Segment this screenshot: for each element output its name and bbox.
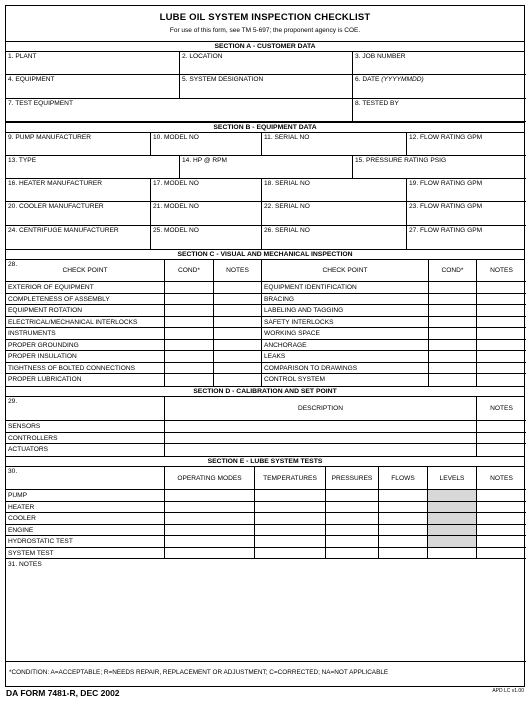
calibration-item: CONTROLLERS: [6, 433, 165, 445]
operating-modes-cell[interactable]: [165, 502, 255, 514]
type-label: 13. TYPE: [8, 157, 37, 164]
tests-notes-cell[interactable]: [477, 548, 526, 560]
date-field[interactable]: [353, 75, 526, 99]
item-29-number: 29.: [8, 398, 18, 405]
test-equipment-label: 7. TEST EQUIPMENT: [8, 100, 73, 107]
calibration-item: ACTUATORS: [6, 444, 165, 456]
section-e-header: SECTION E - LUBE SYSTEM TESTS: [6, 456, 524, 467]
tests-notes-header: NOTES: [477, 467, 526, 490]
date-format-hint: (YYYYMMDD): [381, 76, 424, 83]
cond-right-cell[interactable]: [429, 294, 477, 306]
checkpoint-left-item: TIGHTNESS OF BOLTED CONNECTIONS: [6, 363, 165, 375]
notes-right-cell[interactable]: [477, 340, 526, 352]
flow-rating-12-field[interactable]: [407, 133, 526, 156]
location-field[interactable]: [180, 52, 353, 75]
form-page: [5, 5, 525, 687]
heater-manufacturer-field[interactable]: [6, 179, 151, 202]
flow-rating-19-field[interactable]: [407, 179, 526, 202]
pressures-cell[interactable]: [326, 525, 379, 537]
checkpoint-right-item: COMPARISON TO DRAWINGS: [262, 363, 429, 375]
levels-cell[interactable]: [428, 525, 477, 537]
temperatures-cell[interactable]: [255, 502, 326, 514]
serial-no-18-field[interactable]: [262, 179, 407, 202]
checkpoint-left-item: EQUIPMENT ROTATION: [6, 305, 165, 317]
tests-number-cell: [6, 467, 165, 490]
serial-no-18-label: 18. SERIAL NO: [264, 180, 310, 187]
serial-no-11-label: 11. SERIAL NO: [264, 134, 310, 141]
checkpoint-left-item: COMPLETENESS OF ASSEMBLY: [6, 294, 165, 306]
cond-right-cell[interactable]: [429, 317, 477, 329]
form-title: LUBE OIL SYSTEM INSPECTION CHECKLIST: [159, 12, 371, 23]
checkpoint-left-item: ELECTRICAL/MECHANICAL INTERLOCKS: [6, 317, 165, 329]
flow-rating-23-field[interactable]: [407, 202, 526, 226]
heater-manufacturer-label: 16. HEATER MANUFACTURER: [8, 180, 103, 187]
levels-cell[interactable]: [428, 490, 477, 502]
cond-left-cell[interactable]: [165, 363, 214, 375]
notes-right-cell[interactable]: [477, 317, 526, 329]
job-number-field[interactable]: [353, 52, 526, 75]
test-item: COOLER: [6, 513, 165, 525]
notes-right-cell[interactable]: [477, 305, 526, 317]
job-number-label: 3. JOB NUMBER: [355, 53, 406, 60]
model-no-10-label: 10. MODEL NO: [153, 134, 199, 141]
cond-left-cell[interactable]: [165, 294, 214, 306]
form-subtitle: For use of this form, see TM 5-697; the proponent agency is COE.: [169, 27, 361, 34]
cond-right-cell[interactable]: [429, 282, 477, 294]
checkpoint-right-item: CONTROL SYSTEM: [262, 374, 429, 386]
model-no-17-label: 17. MODEL NO: [153, 180, 199, 187]
test-item: HEATER: [6, 502, 165, 514]
operating-modes-cell[interactable]: [165, 513, 255, 525]
cond-right-header: COND*: [429, 260, 477, 282]
checkpoint-right-item: LEAKS: [262, 351, 429, 363]
temperatures-cell[interactable]: [255, 548, 326, 560]
calibration-notes-cell[interactable]: [477, 444, 526, 456]
cond-left-cell[interactable]: [165, 328, 214, 340]
pressures-cell[interactable]: [326, 513, 379, 525]
temperatures-cell[interactable]: [255, 536, 326, 548]
location-label: 2. LOCATION: [182, 53, 223, 60]
cooler-manufacturer-label: 20. COOLER MANUFACTURER: [8, 203, 104, 210]
centrifuge-manufacturer-field[interactable]: [6, 226, 151, 249]
item-30-number: 30.: [8, 468, 18, 475]
cond-left-cell[interactable]: [165, 282, 214, 294]
checkpoint-right-item: ANCHORAGE: [262, 340, 429, 352]
notes-left-cell[interactable]: [214, 317, 262, 329]
check-point-left-header: [6, 260, 165, 282]
description-cell[interactable]: [165, 421, 477, 433]
pressures-cell[interactable]: [326, 536, 379, 548]
tested-by-label: 8. TESTED BY: [355, 100, 399, 107]
tests-notes-cell[interactable]: [477, 502, 526, 514]
checkpoint-right-item: EQUIPMENT IDENTIFICATION: [262, 282, 429, 294]
temperatures-header: TEMPERATURES: [255, 467, 326, 490]
cond-left-cell[interactable]: [165, 340, 214, 352]
centrifuge-manufacturer-label: 24. CENTRIFUGE MANUFACTURER: [8, 227, 119, 234]
cond-left-cell[interactable]: [165, 374, 214, 386]
model-no-25-field[interactable]: [151, 226, 262, 249]
hp-rpm-label: 14. HP @ RPM: [182, 157, 228, 164]
condition-legend: *CONDITION: A=ACCEPTABLE; R=NEEDS REPAIR, REPLACEMENT OR ADJUSTMENT; C=CORRECTED; NA=NOT APPLICABLE: [9, 669, 389, 676]
notes-right-cell[interactable]: [477, 374, 526, 386]
cooler-manufacturer-field[interactable]: [6, 202, 151, 226]
cond-right-cell[interactable]: [429, 363, 477, 375]
checkpoint-left-item: INSTRUMENTS: [6, 328, 165, 340]
notes-area[interactable]: [6, 559, 526, 662]
notes-left-cell[interactable]: [214, 305, 262, 317]
section-b-header: SECTION B - EQUIPMENT DATA: [6, 122, 524, 133]
description-header: DESCRIPTION: [165, 397, 477, 421]
levels-cell[interactable]: [428, 536, 477, 548]
cond-right-cell[interactable]: [429, 328, 477, 340]
notes-left-cell[interactable]: [214, 351, 262, 363]
check-point-left-label: CHECK POINT: [62, 267, 108, 274]
flows-cell[interactable]: [379, 513, 428, 525]
system-designation-field[interactable]: [180, 75, 353, 99]
date-label: 6. DATE: [355, 76, 382, 83]
checkpoint-right-item: SAFETY INTERLOCKS: [262, 317, 429, 329]
section-d-header: SECTION D - CALIBRATION AND SET POINT: [6, 386, 524, 397]
calibration-item: SENSORS: [6, 421, 165, 433]
plant-field[interactable]: [6, 52, 180, 75]
model-no-17-field[interactable]: [151, 179, 262, 202]
check-point-right-header: CHECK POINT: [262, 260, 429, 282]
notes-right-cell[interactable]: [477, 363, 526, 375]
item-28-number: 28.: [8, 261, 18, 268]
flow-rating-27-label: 27. FLOW RATING GPM: [409, 227, 483, 234]
flow-rating-23-label: 23. FLOW RATING GPM: [409, 203, 483, 210]
section-a-header: SECTION A - CUSTOMER DATA: [6, 41, 524, 52]
flows-cell[interactable]: [379, 502, 428, 514]
notes-label: 31. NOTES: [8, 561, 42, 568]
model-no-10-field[interactable]: [151, 133, 262, 156]
test-item: SYSTEM TEST: [6, 548, 165, 560]
flows-cell[interactable]: [379, 548, 428, 560]
pressure-rating-label: 15. PRESSURE RATING PSIG: [355, 157, 447, 164]
temperatures-cell[interactable]: [255, 525, 326, 537]
temperatures-cell[interactable]: [255, 513, 326, 525]
checkpoint-left-item: PROPER GROUNDING: [6, 340, 165, 352]
pump-manufacturer-label: 9. PUMP MANUFACTURER: [8, 134, 92, 141]
cond-left-cell[interactable]: [165, 351, 214, 363]
cond-right-cell[interactable]: [429, 374, 477, 386]
cond-right-cell[interactable]: [429, 340, 477, 352]
flow-rating-12-label: 12. FLOW RATING GPM: [409, 134, 483, 141]
test-item: ENGINE: [6, 525, 165, 537]
serial-no-22-label: 22. SERIAL NO: [264, 203, 310, 210]
system-designation-label: 5. SYSTEM DESIGNATION: [182, 76, 264, 83]
operating-modes-cell[interactable]: [165, 490, 255, 502]
type-field[interactable]: [6, 156, 180, 179]
temperatures-cell[interactable]: [255, 490, 326, 502]
serial-no-11-field[interactable]: [262, 133, 407, 156]
plant-label: 1. PLANT: [8, 53, 37, 60]
operating-modes-cell[interactable]: [165, 536, 255, 548]
checkpoint-left-item: PROPER INSULATION: [6, 351, 165, 363]
operating-modes-header: OPERATING MODES: [165, 467, 255, 490]
tests-notes-cell[interactable]: [477, 490, 526, 502]
levels-header: LEVELS: [428, 467, 477, 490]
notes-right-cell[interactable]: [477, 351, 526, 363]
equipment-field[interactable]: [6, 75, 180, 99]
checkpoint-right-item: LABELING AND TAGGING: [262, 305, 429, 317]
pressures-cell[interactable]: [326, 490, 379, 502]
notes-left-cell[interactable]: [214, 282, 262, 294]
calibration-number-cell: [6, 397, 165, 421]
notes-right-cell[interactable]: [477, 282, 526, 294]
notes-left-cell[interactable]: [214, 294, 262, 306]
checkpoint-left-item: EXTERIOR OF EQUIPMENT: [6, 282, 165, 294]
tests-notes-cell[interactable]: [477, 536, 526, 548]
levels-cell[interactable]: [428, 502, 477, 514]
model-no-21-label: 21. MODEL NO: [153, 203, 199, 210]
tests-notes-cell[interactable]: [477, 525, 526, 537]
flows-cell[interactable]: [379, 490, 428, 502]
flows-cell[interactable]: [379, 525, 428, 537]
notes-right-cell[interactable]: [477, 328, 526, 340]
serial-no-26-label: 26. SERIAL NO: [264, 227, 310, 234]
levels-cell[interactable]: [428, 548, 477, 560]
levels-cell[interactable]: [428, 513, 477, 525]
pump-manufacturer-field[interactable]: [6, 133, 151, 156]
checkpoint-left-item: PROPER LUBRICATION: [6, 374, 165, 386]
operating-modes-cell[interactable]: [165, 525, 255, 537]
pressures-cell[interactable]: [326, 502, 379, 514]
notes-left-header: NOTES: [214, 260, 262, 282]
flow-rating-19-label: 19. FLOW RATING GPM: [409, 180, 483, 187]
flow-rating-27-field[interactable]: [407, 226, 526, 249]
calibration-notes-cell[interactable]: [477, 421, 526, 433]
form-id: DA FORM 7481-R, DEC 2002: [6, 688, 120, 698]
cond-left-cell[interactable]: [165, 317, 214, 329]
model-no-21-field[interactable]: [151, 202, 262, 226]
cond-right-cell[interactable]: [429, 351, 477, 363]
hp-rpm-field[interactable]: [180, 156, 353, 179]
test-item: PUMP: [6, 490, 165, 502]
serial-no-26-field[interactable]: [262, 226, 407, 249]
pressures-header: PRESSURES: [326, 467, 379, 490]
calibration-notes-header: NOTES: [477, 397, 526, 421]
notes-left-cell[interactable]: [214, 363, 262, 375]
section-c-header: SECTION C - VISUAL AND MECHANICAL INSPECTION: [6, 249, 524, 260]
test-equipment-field[interactable]: [6, 99, 353, 122]
cond-left-cell[interactable]: [165, 305, 214, 317]
tests-notes-cell[interactable]: [477, 513, 526, 525]
test-item: HYDROSTATIC TEST: [6, 536, 165, 548]
operating-modes-cell[interactable]: [165, 548, 255, 560]
cond-left-header: COND*: [165, 260, 214, 282]
checkpoint-right-item: BRACING: [262, 294, 429, 306]
notes-left-cell[interactable]: [214, 340, 262, 352]
notes-left-cell[interactable]: [214, 328, 262, 340]
flows-cell[interactable]: [379, 536, 428, 548]
cond-right-cell[interactable]: [429, 305, 477, 317]
equipment-label: 4. EQUIPMENT: [8, 76, 55, 83]
calibration-notes-cell[interactable]: [477, 433, 526, 445]
notes-right-cell[interactable]: [477, 294, 526, 306]
tested-by-field[interactable]: [353, 99, 526, 122]
model-no-25-label: 25. MODEL NO: [153, 227, 199, 234]
notes-right-header: NOTES: [477, 260, 526, 282]
description-cell[interactable]: [165, 444, 477, 456]
pressure-rating-field[interactable]: [353, 156, 526, 179]
checkpoint-right-item: WORKING SPACE: [262, 328, 429, 340]
edition-label: APD LC v1.00: [492, 688, 524, 694]
flows-header: FLOWS: [379, 467, 428, 490]
serial-no-22-field[interactable]: [262, 202, 407, 226]
description-cell[interactable]: [165, 433, 477, 445]
pressures-cell[interactable]: [326, 548, 379, 560]
notes-left-cell[interactable]: [214, 374, 262, 386]
